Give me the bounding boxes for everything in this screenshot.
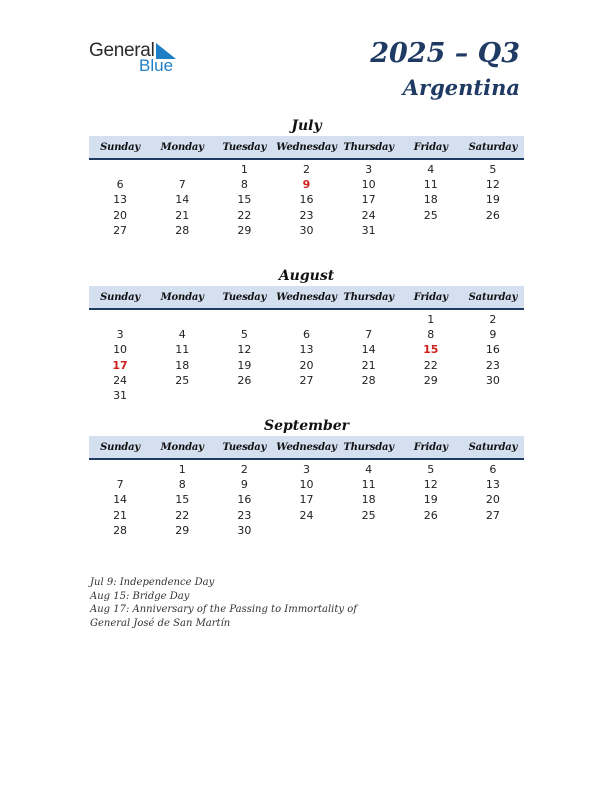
day-cell: 16 [237, 493, 252, 507]
weekday-label: Monday [160, 291, 204, 303]
day-cell: 23 [299, 208, 314, 222]
day-cell: 4 [427, 163, 435, 177]
weekday-label: Friday [413, 441, 448, 453]
day-cell: 28 [361, 373, 376, 387]
day-cell: 12 [423, 478, 438, 492]
day-cell: 17 [299, 493, 314, 507]
day-cell: 26 [423, 508, 438, 522]
day-cell: 5 [240, 328, 248, 342]
week-row [89, 327, 524, 342]
week-row [89, 477, 524, 492]
week-row [89, 508, 524, 523]
holiday-note: Aug 15: Bridge Day [90, 590, 190, 602]
day-cell: 25 [175, 373, 190, 387]
week-row [89, 223, 524, 238]
day-cell: 24 [299, 508, 314, 522]
day-cell: 24 [113, 373, 128, 387]
day-cell: 5 [427, 463, 435, 477]
day-cell: 21 [361, 358, 376, 372]
day-cell: 19 [237, 358, 252, 372]
day-cell: 21 [113, 508, 128, 522]
day-cell: 14 [113, 493, 128, 507]
day-cell: 29 [423, 373, 438, 387]
week-row [89, 492, 524, 507]
week-rows [89, 162, 524, 238]
weekday-label: Friday [413, 141, 448, 153]
week-rows [89, 312, 524, 403]
period-title: 2025 – Q3 [370, 38, 520, 69]
day-cell: 27 [299, 373, 314, 387]
day-cell: 14 [361, 343, 376, 357]
holiday-notes [90, 576, 357, 630]
weekday-label: Monday [160, 141, 204, 153]
week-rows [89, 462, 524, 538]
day-cell: 28 [175, 223, 190, 237]
day-cell: 27 [485, 508, 500, 522]
day-cell: 9 [489, 328, 497, 342]
weekday-label: Wednesday [276, 141, 337, 153]
day-cell: 3 [116, 328, 124, 342]
day-cell: 21 [175, 208, 190, 222]
day-cell: 13 [299, 343, 314, 357]
day-cell: 23 [485, 358, 500, 372]
holiday-note: General José de San Martín [90, 617, 231, 629]
weekday-label: Friday [413, 291, 448, 303]
day-cell: 28 [113, 523, 128, 537]
week-row [89, 373, 524, 388]
week-row [89, 192, 524, 207]
weekday-label: Thursday [343, 441, 394, 453]
day-cell: 10 [113, 343, 128, 357]
day-cell: 6 [489, 463, 497, 477]
day-cell: 15 [237, 193, 252, 207]
day-cell: 3 [365, 163, 373, 177]
week-row [89, 462, 524, 477]
day-cell: 2 [489, 313, 497, 327]
weekday-label: Sunday [100, 291, 140, 303]
month-august [89, 266, 524, 403]
day-cell: 20 [485, 493, 500, 507]
day-cell: 22 [175, 508, 190, 522]
day-cell: 12 [485, 178, 500, 192]
month-july [89, 116, 524, 238]
day-cell: 19 [423, 493, 438, 507]
day-cell: 2 [302, 163, 310, 177]
day-cell: 1 [427, 313, 435, 327]
day-cell: 1 [178, 463, 186, 477]
day-cell: 15 [175, 493, 190, 507]
week-row [89, 388, 524, 403]
month-name: August [278, 268, 335, 284]
weekday-label: Saturday [468, 141, 518, 153]
weekday-header [89, 436, 524, 460]
day-cell: 3 [302, 463, 310, 477]
day-cell: 26 [237, 373, 252, 387]
week-row [89, 523, 524, 538]
day-cell: 4 [178, 328, 186, 342]
weekday-label: Thursday [343, 291, 394, 303]
day-cell: 27 [113, 223, 128, 237]
holiday-day-cell: 9 [302, 178, 311, 192]
day-cell: 22 [237, 208, 252, 222]
day-cell: 26 [485, 208, 500, 222]
week-row [89, 208, 524, 223]
day-cell: 13 [485, 478, 500, 492]
day-cell: 9 [240, 478, 248, 492]
weekday-label: Monday [160, 441, 204, 453]
calendar-title [370, 38, 520, 102]
day-cell: 11 [175, 343, 190, 357]
day-cell: 29 [175, 523, 190, 537]
weekday-label: Tuesday [222, 291, 267, 303]
logo [89, 40, 199, 80]
country-title: Argentina [402, 75, 520, 100]
week-row [89, 162, 524, 177]
day-cell: 20 [299, 358, 314, 372]
day-cell: 30 [299, 223, 314, 237]
day-cell: 30 [485, 373, 500, 387]
day-cell: 6 [116, 178, 124, 192]
holiday-day-cell: 15 [423, 343, 439, 357]
day-cell: 5 [489, 163, 497, 177]
day-cell: 2 [240, 463, 248, 477]
logo-blue-text: Blue [139, 56, 174, 75]
weekday-label: Sunday [100, 441, 140, 453]
month-september [89, 416, 524, 538]
weekday-label: Tuesday [222, 141, 267, 153]
day-cell: 30 [237, 523, 252, 537]
day-cell: 11 [423, 178, 438, 192]
weekday-label: Saturday [468, 291, 518, 303]
weekday-label: Sunday [100, 141, 140, 153]
day-cell: 12 [237, 343, 252, 357]
day-cell: 10 [299, 478, 314, 492]
weekday-label: Wednesday [276, 291, 337, 303]
day-cell: 6 [302, 328, 310, 342]
week-row [89, 312, 524, 327]
day-cell: 16 [299, 193, 314, 207]
day-cell: 25 [361, 508, 376, 522]
day-cell: 31 [361, 223, 376, 237]
weekday-label: Thursday [343, 141, 394, 153]
day-cell: 7 [116, 478, 124, 492]
day-cell: 23 [237, 508, 252, 522]
logo-general-text: General [89, 40, 155, 61]
week-row [89, 358, 524, 373]
month-name: July [291, 118, 322, 134]
day-cell: 22 [423, 358, 438, 372]
month-name: September [263, 418, 350, 434]
day-cell: 17 [361, 193, 376, 207]
day-cell: 18 [175, 358, 190, 372]
holiday-day-cell: 17 [112, 358, 128, 372]
day-cell: 18 [423, 193, 438, 207]
day-cell: 1 [240, 163, 248, 177]
day-cell: 25 [423, 208, 438, 222]
weekday-header [89, 286, 524, 310]
day-cell: 13 [113, 193, 128, 207]
day-cell: 18 [361, 493, 376, 507]
weekday-header [89, 136, 524, 160]
day-cell: 4 [365, 463, 373, 477]
day-cell: 11 [361, 478, 376, 492]
day-cell: 19 [485, 193, 500, 207]
weekday-label: Saturday [468, 441, 518, 453]
weekday-label: Wednesday [276, 441, 337, 453]
weekday-label: Tuesday [222, 441, 267, 453]
day-cell: 24 [361, 208, 376, 222]
day-cell: 31 [113, 389, 128, 403]
holiday-note: Aug 17: Anniversary of the Passing to Immortality of [90, 604, 357, 616]
day-cell: 20 [113, 208, 128, 222]
day-cell: 29 [237, 223, 252, 237]
day-cell: 16 [485, 343, 500, 357]
day-cell: 8 [240, 178, 248, 192]
day-cell: 8 [427, 328, 435, 342]
day-cell: 7 [178, 178, 186, 192]
week-row [89, 177, 524, 192]
day-cell: 10 [361, 178, 376, 192]
holiday-note: Jul 9: Independence Day [90, 577, 215, 588]
day-cell: 14 [175, 193, 190, 207]
day-cell: 7 [365, 328, 373, 342]
week-row [89, 342, 524, 357]
day-cell: 8 [178, 478, 186, 492]
